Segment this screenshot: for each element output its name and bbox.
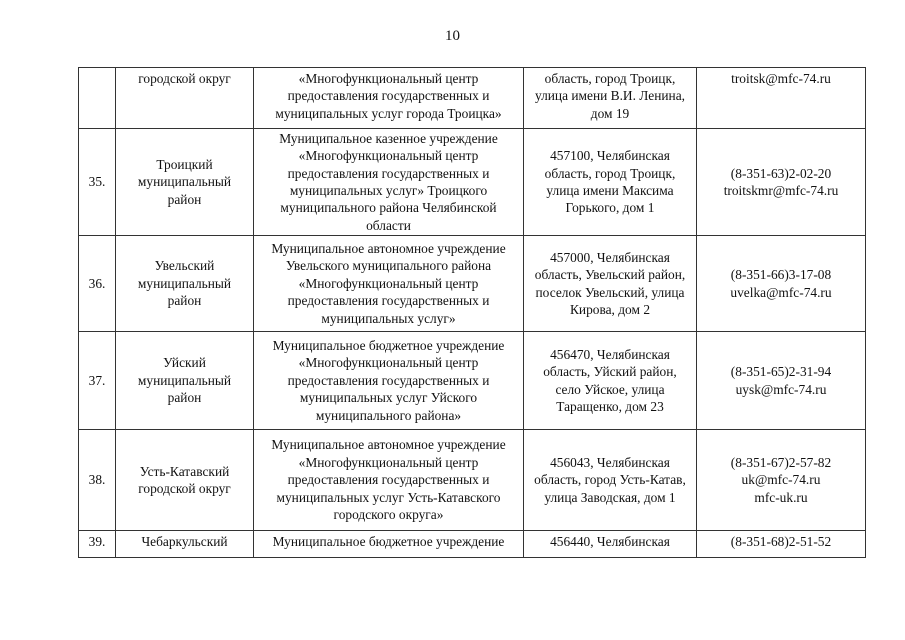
- institution-line: муниципальных услуг» Троицкого: [289, 183, 488, 198]
- address-line: Таращенко, дом 23: [556, 398, 664, 414]
- institution-line: муниципального района»: [315, 407, 462, 423]
- row-number: 35.: [88, 174, 106, 190]
- municipality-line: Усть-Катавский: [139, 463, 230, 479]
- municipality-cell: [116, 68, 254, 129]
- municipality-line: район: [167, 293, 202, 309]
- address-cell: [524, 236, 697, 332]
- institution-line: предоставления государственных и: [287, 88, 490, 104]
- municipality-cell: [116, 129, 254, 236]
- institution-line: области: [366, 217, 411, 233]
- municipality-line: Уйский: [163, 355, 206, 371]
- row-number-cell: [79, 332, 116, 430]
- municipality-line: Увельский: [154, 258, 215, 274]
- institution-cell: [254, 430, 524, 531]
- institution-line: Увельского муниципального района: [285, 258, 492, 274]
- contacts-line: (8-351-66)3-17-08: [730, 267, 832, 283]
- contacts-cell: [697, 531, 866, 558]
- table-row: [79, 332, 866, 430]
- contacts-cell: [697, 430, 866, 531]
- municipality-cell: [116, 332, 254, 430]
- institution-cell: [254, 129, 524, 236]
- institution-line: «Многофункциональный центр: [298, 355, 479, 371]
- address-cell: [524, 68, 697, 129]
- row-number: 38.: [88, 472, 106, 488]
- institution-line: муниципальных услуг города Троицка»: [275, 105, 502, 121]
- municipality-line: городской округ: [138, 481, 231, 496]
- institution-line: Муниципальное казенное учреждение: [279, 130, 498, 146]
- contacts-line: uysk@mfc-74.ru: [735, 381, 827, 397]
- municipality-line: Троицкий: [156, 156, 213, 172]
- address-line: область, город Троицк,: [544, 71, 676, 86]
- institution-cell: [254, 531, 524, 558]
- institution-line: предоставления государственных и: [287, 293, 490, 309]
- contacts-line: (8-351-68)2-51-52: [730, 534, 832, 549]
- page-number: 10: [445, 28, 460, 44]
- municipality-line: муниципальный: [137, 174, 232, 190]
- institution-line: Муниципальное бюджетное учреждение: [272, 534, 505, 549]
- row-number-cell: [79, 129, 116, 236]
- institution-line: предоставления государственных и: [287, 372, 490, 388]
- institution-line: муниципального района Челябинской: [280, 200, 497, 216]
- contacts-cell: [697, 332, 866, 430]
- table-row: [79, 430, 866, 531]
- institution-line: муниципальных услуг Усть-Катавского: [276, 489, 501, 505]
- address-line: 457100, Челябинская: [550, 148, 670, 164]
- municipality-line: городской округ: [138, 71, 231, 86]
- institution-cell: [254, 68, 524, 129]
- institution-line: Муниципальное бюджетное учреждение: [272, 337, 505, 353]
- institution-line: предоставления государственных и: [287, 472, 490, 488]
- municipality-cell: [116, 236, 254, 332]
- row-number: 37.: [88, 372, 106, 388]
- row-number-cell: [79, 531, 116, 558]
- contacts-line: uk@mfc-74.ru: [741, 472, 821, 488]
- address-line: область, город Троицк,: [544, 165, 676, 181]
- address-line: улица имени Максима: [546, 183, 674, 198]
- row-number: 39.: [88, 534, 106, 549]
- address-line: 456440, Челябинская: [550, 534, 670, 549]
- institution-line: Муниципальное автономное учреждение: [271, 437, 506, 453]
- address-line: Кирова, дом 2: [569, 301, 651, 317]
- address-cell: [524, 332, 697, 430]
- address-line: область, Увельский район,: [534, 267, 686, 283]
- address-line: 456470, Челябинская: [550, 346, 670, 362]
- contacts-line: mfc-uk.ru: [754, 489, 808, 505]
- institution-line: «Многофункциональный центр: [298, 454, 479, 470]
- table-row: [79, 236, 866, 332]
- institution-line: Муниципальное автономное учреждение: [271, 240, 506, 256]
- address-line: дом 19: [590, 105, 630, 121]
- municipality-cell: [116, 531, 254, 558]
- municipality-line: муниципальный: [137, 275, 232, 291]
- table-row: [79, 68, 866, 129]
- institution-line: муниципальных услуг Уйского: [299, 390, 478, 406]
- municipality-line: Чебаркульский: [141, 534, 228, 549]
- contacts-cell: [697, 129, 866, 236]
- contacts-line: (8-351-63)2-02-20: [730, 165, 832, 181]
- row-number-cell: [79, 430, 116, 531]
- address-line: улица имени В.И. Ленина,: [534, 88, 686, 104]
- contacts-line: uvelka@mfc-74.ru: [730, 284, 832, 300]
- address-line: область, город Усть-Катав,: [534, 472, 686, 488]
- municipality-line: район: [167, 390, 202, 406]
- institution-line: «Многофункциональный центр: [298, 71, 479, 86]
- institution-line: муниципальных услуг»: [321, 310, 456, 326]
- address-cell: [524, 129, 697, 236]
- table-body: [79, 68, 866, 558]
- institution-cell: [254, 236, 524, 332]
- contacts-line: (8-351-65)2-31-94: [730, 364, 832, 380]
- institution-line: «Многофункциональный центр: [298, 275, 479, 291]
- municipality-line: муниципальный: [137, 372, 232, 388]
- institution-line: предоставления государственных и: [287, 165, 490, 181]
- municipality-line: район: [167, 191, 202, 207]
- address-line: 456043, Челябинская: [550, 454, 670, 470]
- row-number-cell: [79, 68, 116, 129]
- mfc-registry-table: [78, 67, 866, 558]
- row-number-cell: [79, 236, 116, 332]
- table-row: [79, 129, 866, 236]
- contacts-line: (8-351-67)2-57-82: [730, 454, 832, 470]
- contacts-cell: [697, 68, 866, 129]
- institution-line: «Многофункциональный центр: [298, 148, 479, 164]
- address-line: село Уйское, улица: [555, 381, 665, 397]
- address-cell: [524, 531, 697, 558]
- table-row: [79, 531, 866, 558]
- address-line: улица Заводская, дом 1: [544, 489, 676, 505]
- address-line: область, Уйский район,: [543, 364, 677, 380]
- municipality-cell: [116, 430, 254, 531]
- institution-line: городского округа»: [333, 507, 444, 523]
- address-line: поселок Увельский, улица: [535, 284, 685, 300]
- row-number: 36.: [88, 275, 106, 291]
- contacts-line: troitskmr@mfc-74.ru: [723, 183, 839, 198]
- contacts-line: troitsk@mfc-74.ru: [731, 71, 831, 86]
- address-cell: [524, 430, 697, 531]
- address-line: 457000, Челябинская: [550, 249, 670, 265]
- address-line: Горького, дом 1: [565, 200, 655, 216]
- contacts-cell: [697, 236, 866, 332]
- institution-cell: [254, 332, 524, 430]
